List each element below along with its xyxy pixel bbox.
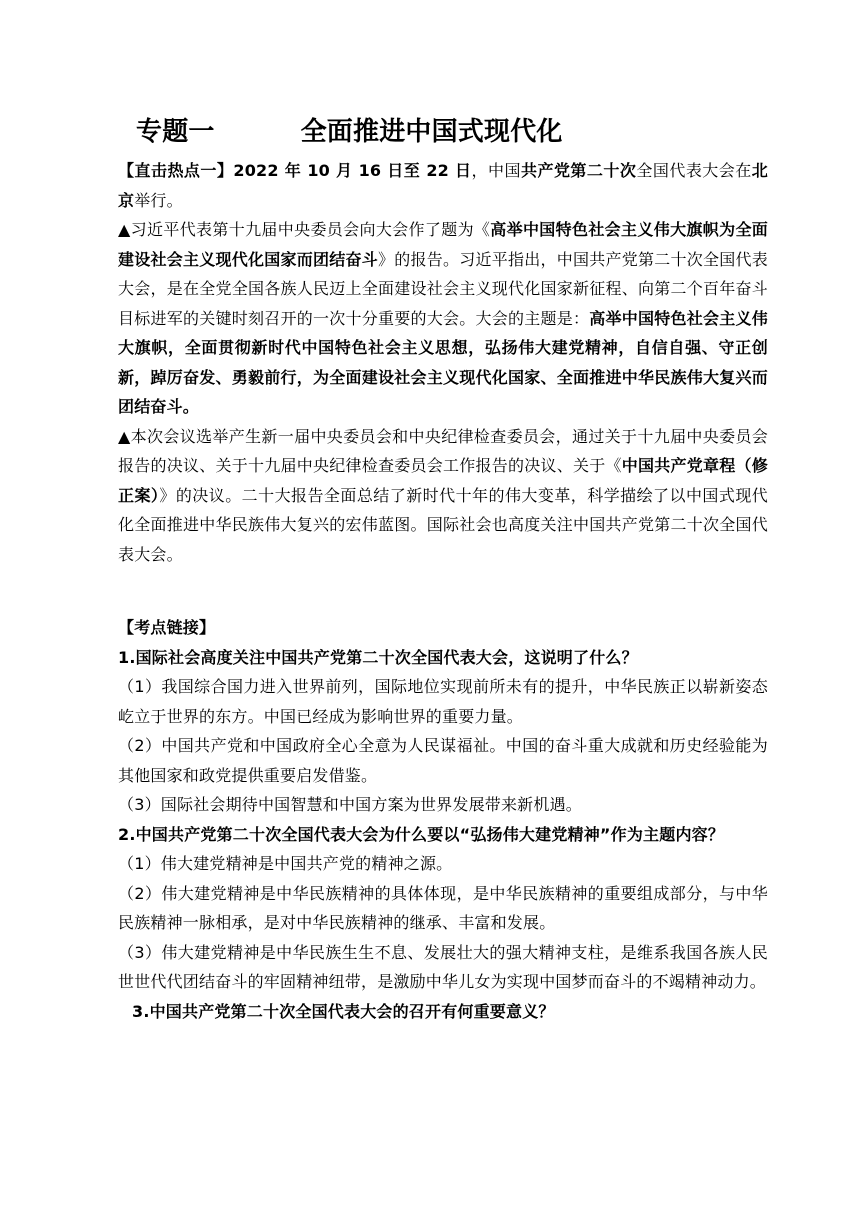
report-paragraph bbox=[118, 215, 768, 422]
hotspot-text-2: 全国代表大会在 bbox=[636, 161, 752, 180]
hotspot-congress: 共产党第二十次 bbox=[520, 161, 637, 180]
question-2: 2.中国共产党第二十次全国代表大会为什么要以“弘扬伟大建党精神”作为主题内容？ bbox=[118, 824, 725, 844]
section-spacer bbox=[118, 569, 768, 613]
q1-answer-2: （2）中国共产党和中国政府全心全意为人民谋福祉。中国的奋斗重大成就和历史经验能为其他国家和政党提供重要启发借鉴。 bbox=[118, 736, 768, 785]
election-text-2: 》的决议。二十大报告全面总结了新时代十年的伟大变革，科学描绘了以中国式现代化全面推进中华民族伟大复兴的宏伟蓝图。国际社会也高度关注中国共产党第二十次全国代表大会。 bbox=[118, 485, 768, 564]
title-main: 全面推进中国式现代化 bbox=[300, 117, 563, 147]
links-heading: 【考点链接】 bbox=[118, 618, 216, 637]
hotspot-heading: 【直击热点一】 bbox=[118, 161, 234, 180]
report-title: 高举中国特色社会主义伟大旗帜为全面建设社会主义现代化国家而团结奋斗 bbox=[118, 220, 768, 269]
hotspot-date: 2022 年 10 月 16 日至 22 日 bbox=[233, 161, 472, 180]
election-paragraph bbox=[118, 422, 768, 570]
congress-theme: 高举中国特色社会主义伟大旗帜，全面贯彻新时代中国特色社会主义思想，弘扬伟大建党精神，自信自强、守正创新，踔厉奋发、勇毅前行，为全面建设社会主义现代化国家、全面推进中华民族伟大复兴而团结奋斗。 bbox=[118, 308, 768, 416]
q2-answer-3: （3）伟大建党精神是中华民族生生不息、发展壮大的强大精神支柱，是维系我国各族人民世世代代团结奋斗的牢固精神纽带，是激励中华儿女为实现中国梦而奋斗的不竭精神动力。 bbox=[118, 942, 768, 991]
hotspot-text-1: ，中国 bbox=[471, 161, 521, 180]
q1-answer-3: （3）国际社会期待中国智慧和中国方案为世界发展带来新机遇。 bbox=[118, 795, 582, 814]
hotspot-place: 北京 bbox=[118, 161, 768, 210]
report-text-1: ▲习近平代表第十九届中央委员会向大会作了题为《 bbox=[118, 220, 491, 239]
question-3: 3.中国共产党第二十次全国代表大会的召开有何重要意义？ bbox=[132, 1001, 555, 1021]
hotspot-text-3: 举行。 bbox=[134, 190, 183, 210]
title-prefix: 专题一 bbox=[136, 117, 215, 147]
party-charter: 中国共产党章程（修正案） bbox=[118, 456, 768, 505]
document-body bbox=[118, 112, 768, 1026]
q2-answer-2: （2）伟大建党精神是中华民族精神的具体体现，是中华民族精神的重要组成部分，与中华民族精神一脉相承，是对中华民族精神的继承、丰富和发展。 bbox=[118, 883, 768, 932]
q1-answer-1: （1）我国综合国力进入世界前列，国际地位实现前所未有的提升，中华民族正以崭新姿态屹立于世界的东方。中国已经成为影响世界的重要力量。 bbox=[118, 677, 768, 726]
q2-answer-1: （1）伟大建党精神是中国共产党的精神之源。 bbox=[118, 854, 453, 873]
question-1: 1.国际社会高度关注中国共产党第二十次全国代表大会，这说明了什么？ bbox=[118, 647, 638, 667]
election-text-1: ▲本次会议选举产生新一届中央委员会和中央纪律检查委员会，通过关于十九届中央委员会报告的决议、关于十九届中央纪律检查委员会工作报告的决议、关于《 bbox=[118, 426, 768, 475]
report-text-2: 》的报告。习近平指出，中国共产党第二十次全国代表大会，是在全党全国各族人民迈上全面建设社会主义现代化国家新征程、向第二个百年奋斗目标进军的关键时刻召开的一次十分重要的大会。大会的主题是： bbox=[118, 249, 768, 328]
page-title bbox=[136, 112, 768, 152]
hotspot-paragraph bbox=[118, 156, 768, 215]
